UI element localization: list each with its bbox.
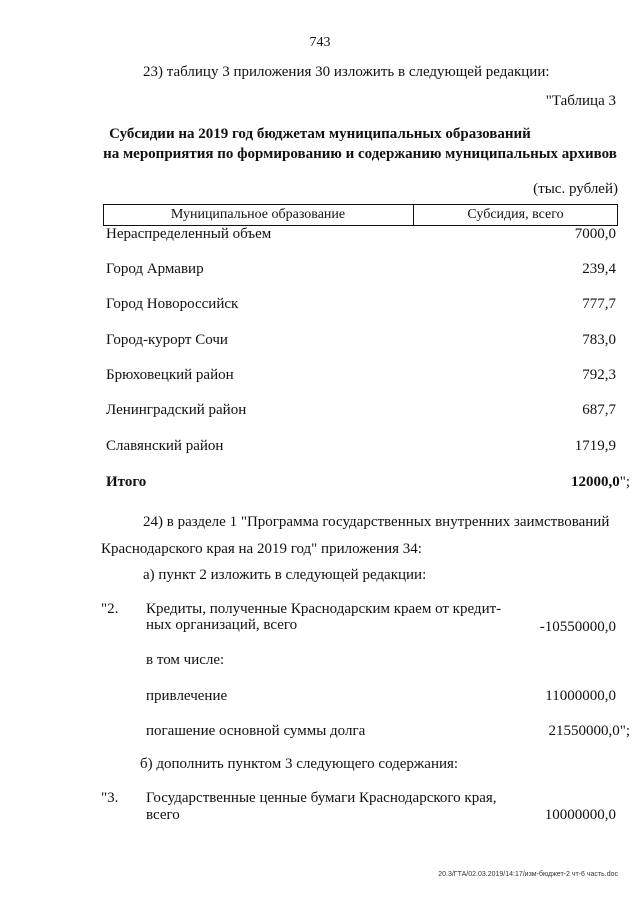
column-header-municipality: Муниципальное образование xyxy=(170,207,346,222)
subitem-b: б) дополнить пунктом 3 следующего содержания: xyxy=(140,756,459,772)
table-row-name: Ленинградский район xyxy=(106,402,247,418)
point-2-text-line1: Кредиты, полученные Краснодарским краем от кредит- xyxy=(146,601,502,617)
table-row-value: 239,4 xyxy=(582,261,616,277)
attraction-label: привлечение xyxy=(146,688,228,704)
table-row-value: 7000,0 xyxy=(574,226,616,242)
total-cell xyxy=(571,474,630,491)
footer-file-path: 20.3/ГТА/02.03.2019/14:17/изм-бюджет-2 чт-6 часть.doc xyxy=(438,871,618,878)
point-2-text-line2: ных организаций, всего xyxy=(146,617,298,633)
including-label: в том числе: xyxy=(146,652,225,668)
point-3-text-line1: Государственные ценные бумаги Краснодарского края, xyxy=(146,790,497,806)
point-2-number: "2. xyxy=(101,601,119,617)
table-label: "Таблица 3 xyxy=(545,93,616,109)
repayment-value: 21550000,0 xyxy=(548,723,620,739)
repayment-suffix: "; xyxy=(619,723,630,739)
table-row-value: 792,3 xyxy=(582,367,616,383)
total-suffix: "; xyxy=(619,474,630,490)
table-row-name: Город Новороссийск xyxy=(106,296,239,312)
total-label: Итого xyxy=(106,474,147,490)
table-row-name: Нераспределенный объем xyxy=(106,226,272,242)
point-2-value: -10550000,0 xyxy=(539,619,616,635)
table-row-name: Славянский район xyxy=(106,438,224,454)
item-24-line1: 24) в разделе 1 "Программа государственных внутренних заимствований xyxy=(143,514,610,530)
table-row-name: Город-курорт Сочи xyxy=(106,332,228,348)
table-title-line1: Субсидии на 2019 год бюджетам муниципальных образований xyxy=(109,126,531,142)
units-label: (тыс. рублей) xyxy=(533,181,618,197)
table-row-value: 1719,9 xyxy=(574,438,616,454)
column-header-subsidy: Субсидия, всего xyxy=(467,207,564,222)
item-24-line2: Краснодарского края на 2019 год" приложения 34: xyxy=(101,541,422,557)
table-row-name: Город Армавир xyxy=(106,261,204,277)
attraction-value: 11000000,0 xyxy=(545,688,616,704)
repayment-label: погашение основной суммы долга xyxy=(146,723,366,739)
point-3-value: 10000000,0 xyxy=(544,807,616,823)
table-row-value: 687,7 xyxy=(582,402,616,418)
table-row-value: 777,7 xyxy=(582,296,616,312)
table-row-value: 783,0 xyxy=(582,332,616,348)
repayment-cell xyxy=(548,723,630,740)
point-3-number: "3. xyxy=(101,790,119,806)
page-number: 743 xyxy=(309,35,331,50)
point-3-text-line2: всего xyxy=(146,807,180,823)
table-row-name: Брюховецкий район xyxy=(106,367,234,383)
table-header xyxy=(103,204,618,226)
total-value: 12000,0 xyxy=(570,474,620,490)
table-title-line2: на мероприятия по формированию и содержанию муниципальных архивов xyxy=(103,146,617,162)
subitem-a: а) пункт 2 изложить в следующей редакции: xyxy=(143,567,427,583)
item-23-text: 23) таблицу 3 приложения 30 изложить в следующей редакции: xyxy=(143,64,550,80)
